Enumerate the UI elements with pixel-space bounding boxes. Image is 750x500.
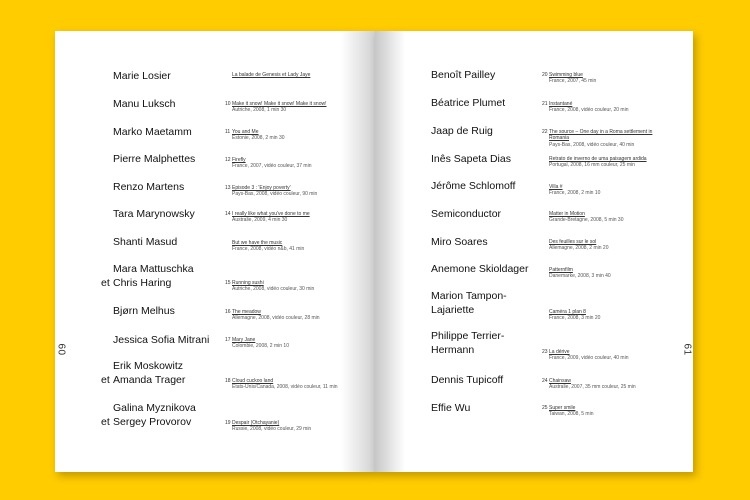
left-page [55,31,375,472]
work-title: Episode 3 : 'Enjoy poverty' [232,185,291,191]
work-details: Allemagne, 2008, vidéo couleur, 28 min [232,315,320,322]
work-title: Make it snow! Make it snow! Make it snow! [232,101,327,107]
right-page [375,31,693,472]
artist-name: Marie Losier [113,70,171,82]
artist-name: Effie Wu [431,402,471,414]
work-details: Danemarke, 2008, 3 min 40 [549,273,611,280]
artist-name: Jérôme Schlomoff [431,180,516,192]
work-title: La balade de Genesis et Lady Jaye [232,72,311,78]
artist-name-continued: Hermann [431,344,475,356]
work-details: France, 2008, 3 min 20 [549,315,601,322]
entry-number: 13 [225,185,231,191]
work-title: You and Me [232,129,259,135]
work-details: France, 2008, vidéo couleur, 20 min [549,107,629,114]
entry-number: 22 [542,129,548,135]
et-connector: et [101,416,110,428]
artist-name: Semiconductor [431,208,502,220]
work-title: Cloud cuckoo land [232,378,274,384]
artist-name: Benoît Pailley [431,69,496,81]
artist-name: Marion Tampon- [431,290,507,302]
artist-name: Sergey Provorov [113,416,192,428]
artist-name: Manu Luksch [113,98,176,110]
work-title: Matter in Motion [549,211,585,217]
artist-name: Dennis Tupicoff [431,374,504,386]
artist-name: Jaap de Ruig [431,125,493,137]
entry-number: 24 [542,378,548,384]
work-details: France, 2007, vidéo couleur, 37 min [232,163,312,170]
work-details: France, 2009, vidéo couleur, 40 min [549,355,629,362]
artist-name: Philippe Terrier- [431,330,505,342]
work-title: I really like what you've done to me [232,211,310,217]
work-details: Grande-Bretagne, 2008, 5 min 30 [549,217,624,224]
artist-name: Jessica Sofia Mitrani [113,334,210,346]
entry-number: 25 [542,405,548,411]
artist-name: Anemone Skioldager [431,263,529,275]
artist-name: Bjørn Melhus [113,305,175,317]
artist-name: Pierre Malphettes [113,153,196,165]
work-details: Colombie, 2008, 2 min 10 [232,343,289,350]
artist-name: Chris Haring [113,277,172,289]
right-gutter-shadow [375,31,405,472]
work-details: Australie, 2009, 4 min 30 [232,217,288,224]
right-page-number: 61 [681,343,693,356]
work-title-continued: Romania [549,135,570,142]
work-details: Autriche, 2008, 1 min 30 [232,107,287,114]
artist-name: Tara Marynowsky [113,208,195,220]
work-details: France, 2008, 2 min 10 [549,190,601,197]
work-title: Instantané [549,101,573,107]
entry-number: 17 [225,337,231,343]
work-title: La dérive [549,349,570,355]
entry-number: 11 [225,129,231,135]
artist-name: Marko Maetamm [113,126,192,138]
work-title: Running sushi [232,280,264,286]
entry-number: 12 [225,157,231,163]
artist-name-continued: Lajariette [431,304,475,316]
work-title: Despair (Otchayanie) [232,420,280,426]
entry-number: 18 [225,378,231,384]
entry-number: 16 [225,309,231,315]
artist-name: Inês Sapeta Dias [431,153,511,165]
artist-name: Amanda Trager [113,374,186,386]
work-details: France, 2008, vidéo n&b, 41 min [232,246,305,253]
work-title: But we have the music [232,240,283,246]
work-title: Patternfilm [549,267,573,273]
work-details: Allemagne, 2008, 2 min 20 [549,245,609,252]
entry-number: 19 [225,420,231,426]
work-details: États-Unis/Canada, 2008, vidéo couleur, 11 min [232,384,338,391]
left-gutter-shadow [341,31,375,472]
artist-name: Miro Soares [431,236,488,248]
work-title: Mary Jane [232,337,256,343]
work-details: Taiwan, 2008, 5 min [549,411,594,418]
work-title: Chainsaw [549,378,571,384]
artist-name: Renzo Martens [113,181,185,193]
work-title: Villa # [549,184,563,190]
work-details: Russie, 2008, vidéo couleur, 29 min [232,426,312,433]
work-details: Portugal, 2008, 16 mm couleur, 25 min [549,162,635,169]
artist-name: Béatrice Plumet [431,97,506,109]
work-title: Des feuilles sur le sol [549,239,597,245]
work-title: The source – One day in a Roma settlement in [549,129,653,135]
work-title: Caméra 1 plan 8 [549,309,586,315]
entry-number: 15 [225,280,231,286]
work-details: Autriche, 2008, vidéo couleur, 30 min [232,286,315,293]
entry-number: 20 [542,72,548,78]
et-connector: et [101,374,110,386]
artist-name: Shanti Masud [113,236,178,248]
work-details: France, 2007, 45 min [549,78,597,85]
work-details: Australie, 2007, 35 mm couleur, 25 min [549,384,636,391]
artist-name: Galina Myznikova [113,402,196,414]
left-page-number: 60 [55,343,67,356]
artist-name: Mara Mattuschka [113,263,194,275]
artist-name: Erik Moskowitz [113,360,184,372]
work-title: Firefly [232,157,246,163]
et-connector: et [101,277,110,289]
work-title: Retrato de inverno de uma paisagem ardida [549,156,647,162]
work-title: The meadow [232,309,261,315]
work-details: Pays-Bas, 2008, vidéo couleur, 40 min [549,141,635,148]
work-title: Super smile [549,405,576,411]
work-details: Pays-Bas, 2008, vidéo couleur, 90 min [232,191,318,198]
work-title: Swimming blue [549,72,583,78]
entry-number: 10 [225,101,231,107]
entry-number: 21 [542,101,548,107]
entry-number: 14 [225,211,231,217]
work-details: Estonie, 2008, 2 min 30 [232,135,285,142]
entry-number: 23 [542,349,548,355]
